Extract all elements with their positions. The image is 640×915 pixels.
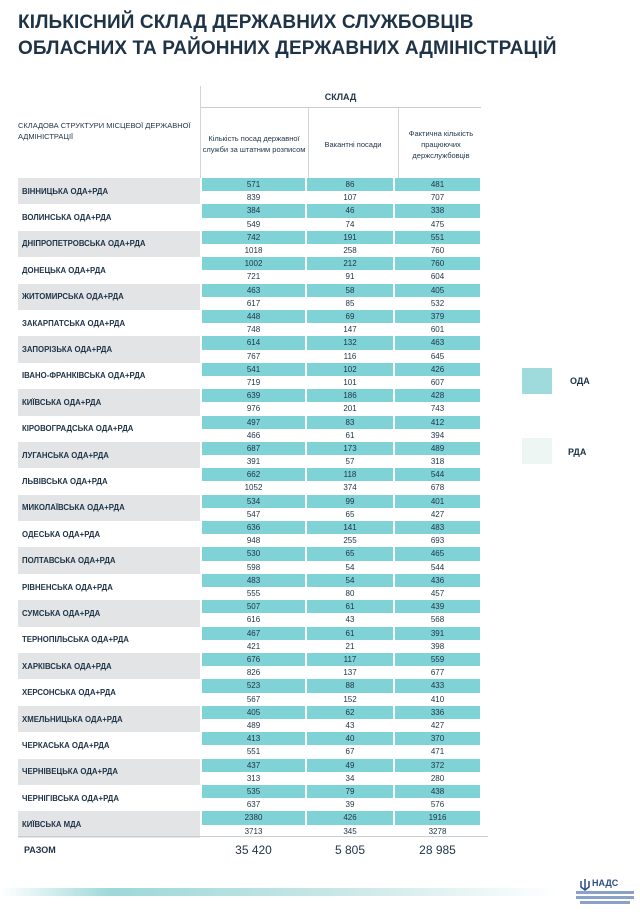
oda-cell: 760 (395, 257, 480, 270)
oda-cell: 662 (202, 468, 305, 481)
oda-cell: 497 (202, 416, 305, 429)
oda-row (202, 574, 480, 587)
header-sklad: СКЛАД (200, 90, 481, 108)
rda-cell: 1052 (202, 481, 305, 494)
rda-cell: 91 (307, 270, 393, 283)
region-row (18, 231, 488, 257)
rda-cell: 427 (395, 719, 480, 732)
totals-label: РАЗОМ (24, 845, 56, 855)
region-row (18, 759, 488, 785)
oda-cell: 69 (307, 310, 393, 323)
oda-cell: 405 (202, 706, 305, 719)
rda-cell: 617 (202, 297, 305, 310)
page-title (18, 10, 618, 62)
total-actual: 28 985 (419, 843, 456, 857)
oda-cell: 336 (395, 706, 480, 719)
oda-row (202, 521, 480, 534)
rda-row (202, 772, 480, 785)
rda-row (202, 613, 480, 626)
rda-cell: 3278 (395, 825, 480, 838)
footer-bar (0, 888, 560, 896)
oda-cell: 433 (395, 679, 480, 692)
rda-row (202, 270, 480, 283)
rda-row (202, 481, 480, 494)
rda-cell: 43 (307, 613, 393, 626)
nads-logo (574, 878, 634, 912)
oda-cell: 742 (202, 231, 305, 244)
oda-row (202, 231, 480, 244)
oda-cell: 102 (307, 363, 393, 376)
oda-row (202, 759, 480, 772)
logo-subtitle-line (576, 891, 634, 894)
oda-cell: 465 (395, 547, 480, 560)
rda-cell: 475 (395, 218, 480, 231)
region-row (18, 389, 488, 415)
region-name: ЗАКАРПАТСЬКА ОДА+РДА (22, 318, 126, 328)
rda-row (202, 587, 480, 600)
rda-row (202, 508, 480, 521)
oda-cell: 83 (307, 416, 393, 429)
oda-cell: 132 (307, 336, 393, 349)
header-divider (308, 108, 309, 178)
oda-cell: 191 (307, 231, 393, 244)
region-name: ЗАПОРІЗЬКА ОДА+РДА (18, 336, 200, 362)
rda-cell: 826 (202, 666, 305, 679)
oda-cell: 463 (395, 336, 480, 349)
region-name: ХЕРСОНСЬКА ОДА+РДА (22, 688, 116, 698)
region-row (18, 442, 488, 468)
rda-cell: 489 (202, 719, 305, 732)
rda-cell: 394 (395, 429, 480, 442)
oda-cell: 426 (395, 363, 480, 376)
oda-cell: 571 (202, 178, 305, 191)
oda-cell: 46 (307, 204, 393, 217)
oda-cell: 54 (307, 574, 393, 587)
region-name: КИЇВСЬКА ОДА+РДА (18, 389, 200, 415)
rda-cell: 604 (395, 270, 480, 283)
region-row (18, 811, 488, 837)
rda-cell: 547 (202, 508, 305, 521)
header-structure: СКЛАДОВА СТРУКТУРИ МІСЦЕВОЇ ДЕРЖАВНОЇ АДМІНІСТРАЦІЇ (18, 121, 191, 141)
region-row (18, 785, 488, 811)
region-row (18, 653, 488, 679)
legend-rda-label: РДА (568, 447, 587, 457)
region-name: ДНІПРОПЕТРОВСЬКА ОДА+РДА (18, 231, 200, 257)
oda-cell: 507 (202, 600, 305, 613)
oda-cell: 676 (202, 653, 305, 666)
oda-cell: 544 (395, 468, 480, 481)
rda-cell: 677 (395, 666, 480, 679)
rda-cell: 137 (307, 666, 393, 679)
rda-cell: 391 (202, 455, 305, 468)
rda-cell: 767 (202, 350, 305, 363)
rda-cell: 61 (307, 429, 393, 442)
oda-row (202, 284, 480, 297)
oda-cell: 173 (307, 442, 393, 455)
region-row (18, 547, 488, 573)
rda-row (202, 745, 480, 758)
rda-row (202, 719, 480, 732)
oda-cell: 467 (202, 627, 305, 640)
total-positions: 35 420 (235, 843, 272, 857)
rda-row (202, 640, 480, 653)
oda-cell: 372 (395, 759, 480, 772)
rda-cell: 555 (202, 587, 305, 600)
oda-row (202, 442, 480, 455)
region-row (18, 336, 488, 362)
rda-cell: 471 (395, 745, 480, 758)
oda-cell: 384 (202, 204, 305, 217)
oda-row (202, 627, 480, 640)
region-row (18, 600, 488, 626)
oda-cell: 523 (202, 679, 305, 692)
oda-row (202, 653, 480, 666)
region-name: СУМСЬКА ОДА+РДА (18, 600, 200, 626)
oda-cell: 489 (395, 442, 480, 455)
rda-cell: 152 (307, 693, 393, 706)
oda-cell: 61 (307, 600, 393, 613)
region-name: ЖИТОМИРСЬКА ОДА+РДА (18, 284, 200, 310)
rda-cell: 760 (395, 244, 480, 257)
oda-cell: 88 (307, 679, 393, 692)
region-name: ЧЕРНІГІВСЬКА ОДА+РДА (22, 793, 119, 803)
rda-cell: 1018 (202, 244, 305, 257)
rda-row (202, 666, 480, 679)
oda-cell: 2380 (202, 811, 305, 824)
rda-row (202, 191, 480, 204)
rda-row (202, 534, 480, 547)
oda-row (202, 363, 480, 376)
rda-cell: 101 (307, 376, 393, 389)
rda-cell: 637 (202, 798, 305, 811)
region-row (18, 495, 488, 521)
oda-cell: 79 (307, 785, 393, 798)
header-col-positions: Кількість посад державної служби за штатним розписом (202, 134, 306, 154)
logo-subtitle-line (576, 896, 634, 899)
oda-cell: 86 (307, 178, 393, 191)
rda-cell: 567 (202, 693, 305, 706)
oda-cell: 438 (395, 785, 480, 798)
rda-row (202, 376, 480, 389)
rda-cell: 201 (307, 402, 393, 415)
oda-cell: 99 (307, 495, 393, 508)
logo-text: НАДС (592, 878, 619, 888)
region-name: ЧЕРНІВЕЦЬКА ОДА+РДА (18, 759, 200, 785)
region-name: КИЇВСЬКА МДА (18, 811, 200, 837)
oda-row (202, 785, 480, 798)
rda-cell: 721 (202, 270, 305, 283)
total-vacant: 5 805 (334, 843, 366, 857)
trident-icon (578, 878, 592, 892)
rda-cell: 43 (307, 719, 393, 732)
oda-cell: 117 (307, 653, 393, 666)
rda-cell: 457 (395, 587, 480, 600)
rda-cell: 147 (307, 323, 393, 336)
oda-cell: 535 (202, 785, 305, 798)
oda-cell: 437 (202, 759, 305, 772)
rda-cell: 532 (395, 297, 480, 310)
rda-row (202, 561, 480, 574)
oda-cell: 212 (307, 257, 393, 270)
rda-cell: 410 (395, 693, 480, 706)
oda-row (202, 204, 480, 217)
oda-cell: 405 (395, 284, 480, 297)
rda-cell: 549 (202, 218, 305, 231)
header-divider (398, 108, 399, 178)
oda-cell: 118 (307, 468, 393, 481)
rda-cell: 719 (202, 376, 305, 389)
totals-row (18, 836, 488, 862)
rda-cell: 839 (202, 191, 305, 204)
region-name: ХАРКІВСЬКА ОДА+РДА (18, 653, 200, 679)
rda-cell: 65 (307, 508, 393, 521)
region-row (18, 468, 488, 494)
oda-cell: 463 (202, 284, 305, 297)
legend-rda-swatch (522, 438, 552, 464)
rda-cell: 85 (307, 297, 393, 310)
rda-cell: 616 (202, 613, 305, 626)
oda-cell: 1916 (395, 811, 480, 824)
region-name: ЧЕРКАСЬКА ОДА+РДА (22, 740, 110, 750)
data-table (18, 178, 488, 838)
rda-cell: 693 (395, 534, 480, 547)
oda-cell: 541 (202, 363, 305, 376)
rda-cell: 568 (395, 613, 480, 626)
region-row (18, 732, 488, 758)
rda-row (202, 323, 480, 336)
rda-cell: 116 (307, 350, 393, 363)
region-row (18, 574, 488, 600)
oda-cell: 1002 (202, 257, 305, 270)
rda-cell: 374 (307, 481, 393, 494)
oda-cell: 481 (395, 178, 480, 191)
oda-row (202, 495, 480, 508)
oda-cell: 639 (202, 389, 305, 402)
rda-cell: 976 (202, 402, 305, 415)
oda-row (202, 706, 480, 719)
oda-cell: 338 (395, 204, 480, 217)
oda-cell: 436 (395, 574, 480, 587)
oda-cell: 428 (395, 389, 480, 402)
legend-oda-swatch (522, 368, 552, 394)
oda-row (202, 811, 480, 824)
rda-cell: 707 (395, 191, 480, 204)
oda-cell: 40 (307, 732, 393, 745)
rda-cell: 34 (307, 772, 393, 785)
logo-subtitle-line (580, 901, 630, 904)
header-col-actual: Фактична кількість працюючих держслужбовців (408, 128, 474, 160)
oda-row (202, 732, 480, 745)
oda-cell: 186 (307, 389, 393, 402)
rda-cell: 74 (307, 218, 393, 231)
oda-row (202, 600, 480, 613)
rda-cell: 576 (395, 798, 480, 811)
oda-row (202, 679, 480, 692)
rda-cell: 743 (395, 402, 480, 415)
rda-cell: 107 (307, 191, 393, 204)
rda-cell: 948 (202, 534, 305, 547)
region-row (18, 257, 488, 283)
rda-cell: 318 (395, 455, 480, 468)
oda-cell: 370 (395, 732, 480, 745)
rda-row (202, 693, 480, 706)
oda-cell: 439 (395, 600, 480, 613)
rda-row (202, 244, 480, 257)
oda-cell: 448 (202, 310, 305, 323)
oda-cell: 636 (202, 521, 305, 534)
rda-cell: 255 (307, 534, 393, 547)
rda-cell: 427 (395, 508, 480, 521)
rda-cell: 57 (307, 455, 393, 468)
region-row (18, 363, 488, 389)
region-name: КІРОВОГРАДСЬКА ОДА+РДА (22, 424, 134, 434)
oda-row (202, 178, 480, 191)
rda-cell: 313 (202, 772, 305, 785)
region-name: МИКОЛАЇВСЬКА ОДА+РДА (18, 495, 200, 521)
oda-cell: 413 (202, 732, 305, 745)
rda-cell: 54 (307, 561, 393, 574)
oda-cell: 551 (395, 231, 480, 244)
rda-cell: 607 (395, 376, 480, 389)
oda-row (202, 547, 480, 560)
oda-cell: 412 (395, 416, 480, 429)
region-row (18, 178, 488, 204)
region-name: ВОЛИНСЬКА ОДА+РДА (22, 213, 112, 223)
rda-cell: 258 (307, 244, 393, 257)
region-name: ДОНЕЦЬКА ОДА+РДА (22, 265, 106, 275)
region-row (18, 284, 488, 310)
rda-row (202, 218, 480, 231)
rda-cell: 598 (202, 561, 305, 574)
region-row (18, 706, 488, 732)
oda-cell: 559 (395, 653, 480, 666)
rda-cell: 80 (307, 587, 393, 600)
region-name: ЛУГАНСЬКА ОДА+РДА (18, 442, 200, 468)
region-row (18, 679, 488, 705)
region-row (18, 521, 488, 547)
rda-cell: 748 (202, 323, 305, 336)
rda-cell: 466 (202, 429, 305, 442)
rda-cell: 551 (202, 745, 305, 758)
oda-cell: 483 (202, 574, 305, 587)
oda-row (202, 310, 480, 323)
oda-cell: 687 (202, 442, 305, 455)
rda-cell: 67 (307, 745, 393, 758)
oda-cell: 426 (307, 811, 393, 824)
oda-row (202, 257, 480, 270)
oda-row (202, 389, 480, 402)
region-name: ПОЛТАВСЬКА ОДА+РДА (18, 547, 200, 573)
rda-row (202, 402, 480, 415)
region-row (18, 627, 488, 653)
rda-row (202, 429, 480, 442)
oda-row (202, 336, 480, 349)
oda-cell: 65 (307, 547, 393, 560)
rda-cell: 21 (307, 640, 393, 653)
region-name: ТЕРНОПІЛЬСЬКА ОДА+РДА (22, 635, 129, 645)
region-row (18, 416, 488, 442)
region-row (18, 310, 488, 336)
oda-row (202, 468, 480, 481)
rda-row (202, 798, 480, 811)
region-name: ОДЕСЬКА ОДА+РДА (22, 529, 101, 539)
title-line-2: ОБЛАСНИХ ТА РАЙОННИХ ДЕРЖАВНИХ АДМІНІСТРАЦІЙ (18, 38, 557, 59)
oda-cell: 58 (307, 284, 393, 297)
oda-cell: 614 (202, 336, 305, 349)
header-col-vacant: Вакантні посади (324, 139, 382, 149)
rda-cell: 421 (202, 640, 305, 653)
region-name: ХМЕЛЬНИЦЬКА ОДА+РДА (18, 706, 200, 732)
region-name: ЛЬВІВСЬКА ОДА+РДА (22, 476, 108, 486)
rda-cell: 544 (395, 561, 480, 574)
rda-cell: 345 (307, 825, 393, 838)
oda-cell: 534 (202, 495, 305, 508)
oda-cell: 530 (202, 547, 305, 560)
oda-cell: 401 (395, 495, 480, 508)
oda-cell: 379 (395, 310, 480, 323)
rda-cell: 678 (395, 481, 480, 494)
rda-cell: 39 (307, 798, 393, 811)
rda-cell: 398 (395, 640, 480, 653)
rda-cell: 601 (395, 323, 480, 336)
oda-row (202, 416, 480, 429)
rda-cell: 645 (395, 350, 480, 363)
legend-oda-label: ОДА (570, 376, 590, 386)
region-name: РІВНЕНСЬКА ОДА+РДА (22, 582, 113, 592)
oda-cell: 483 (395, 521, 480, 534)
rda-cell: 3713 (202, 825, 305, 838)
oda-cell: 61 (307, 627, 393, 640)
oda-cell: 49 (307, 759, 393, 772)
rda-cell: 280 (395, 772, 480, 785)
oda-cell: 391 (395, 627, 480, 640)
rda-row (202, 455, 480, 468)
region-name: ВІННИЦЬКА ОДА+РДА (18, 178, 200, 204)
oda-cell: 141 (307, 521, 393, 534)
rda-row (202, 350, 480, 363)
region-name: ІВАНО-ФРАНКІВСЬКА ОДА+РДА (22, 371, 146, 381)
title-line-1: КІЛЬКІСНИЙ СКЛАД ДЕРЖАВНИХ СЛУЖБОВЦІВ (18, 12, 474, 33)
rda-row (202, 297, 480, 310)
region-row (18, 204, 488, 230)
oda-cell: 62 (307, 706, 393, 719)
